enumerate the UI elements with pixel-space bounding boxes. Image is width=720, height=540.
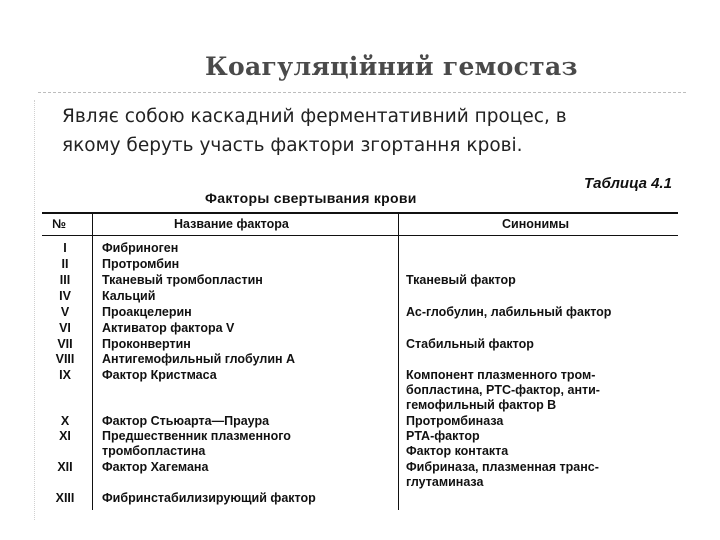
row-7-name: Проконвертин xyxy=(102,337,191,351)
row-4-number: IV xyxy=(59,289,71,303)
row-9-synonym-line-1: Компонент плазменного тром- xyxy=(406,368,596,382)
row-11-name-line-1: Предшественник плазменного xyxy=(102,429,291,443)
table-number-label: Таблица 4.1 xyxy=(584,175,672,192)
row-3-name: Тканевый тромбопластин xyxy=(102,273,263,287)
column-divider-2 xyxy=(398,212,399,510)
title-divider xyxy=(38,92,686,93)
row-11-name-line-2: тромбопластина xyxy=(102,444,206,458)
row-5-number: V xyxy=(60,305,70,319)
intro-line-1: Являє собою каскадний ферментативний процес, в xyxy=(62,106,567,127)
table-header-border xyxy=(42,235,678,236)
slide-title: Коагуляційний гемостаз xyxy=(205,52,578,81)
left-guide-line xyxy=(34,100,35,520)
row-8-number: VIII xyxy=(55,352,75,366)
intro-line-2: якому беруть участь фактори згортання крові. xyxy=(62,135,523,156)
row-8-name: Антигемофильный глобулин А xyxy=(102,352,296,366)
header-factor-name: Название фактора xyxy=(174,217,289,231)
row-2-number: II xyxy=(61,257,69,271)
table-title: Факторы свертывания крови xyxy=(205,190,417,206)
row-12-synonym-line-2: глутаминаза xyxy=(406,475,484,489)
row-11-synonym-line-1: PTA-фактор xyxy=(406,429,480,443)
header-synonyms: Синонимы xyxy=(502,217,570,231)
row-10-number: X xyxy=(60,414,70,428)
header-number: № xyxy=(52,217,66,231)
row-13-name: Фибринстабилизирующий фактор xyxy=(102,491,316,505)
coagulation-factors-table xyxy=(42,212,678,510)
row-12-number: XII xyxy=(57,460,73,474)
row-9-synonym-line-2: бопластина, PTC-фактор, анти- xyxy=(406,383,600,397)
row-12-name: Фактор Хагемана xyxy=(102,460,209,474)
row-5-synonym: Ас-глобулин, лабильный фактор xyxy=(406,305,612,319)
row-11-number: XI xyxy=(59,429,71,443)
row-3-number: III xyxy=(59,273,71,287)
row-11-synonym-line-2: Фактор контакта xyxy=(406,444,509,458)
row-10-name: Фактор Стьюарта—Праура xyxy=(102,414,270,428)
row-6-name: Активатор фактора V xyxy=(102,321,235,335)
table-top-border xyxy=(42,212,678,214)
row-9-name: Фактор Кристмаса xyxy=(102,368,217,382)
row-7-number: VII xyxy=(57,337,73,351)
column-divider-1 xyxy=(92,212,93,510)
intro-text xyxy=(62,102,682,160)
row-6-number: VI xyxy=(59,321,71,335)
row-2-name: Протромбин xyxy=(102,257,180,271)
row-9-number: IX xyxy=(59,368,71,382)
row-7-synonym: Стабильный фактор xyxy=(406,337,534,351)
row-13-number: XIII xyxy=(55,491,75,505)
row-1-name: Фибриноген xyxy=(102,241,179,255)
row-1-number: I xyxy=(63,241,67,255)
row-3-synonym: Тканевый фактор xyxy=(406,273,516,287)
row-9-synonym-line-3: гемофильный фактор В xyxy=(406,398,557,412)
row-12-synonym-line-1: Фибриназа, плазменная транс- xyxy=(406,460,599,474)
row-10-synonym: Протромбиназа xyxy=(406,414,504,428)
row-4-name: Кальций xyxy=(102,289,156,303)
row-5-name: Проакцелерин xyxy=(102,305,192,319)
